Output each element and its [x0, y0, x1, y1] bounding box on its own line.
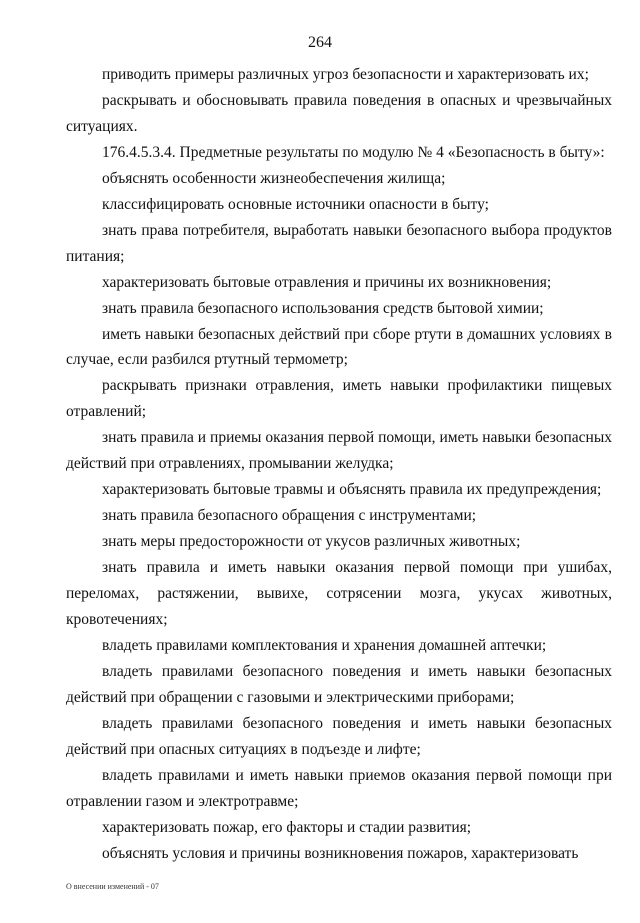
paragraph: знать правила безопасного использования средств бытовой химии; — [102, 299, 544, 317]
paragraph: характеризовать пожар, его факторы и стадии развития; — [102, 818, 472, 836]
paragraph: знать правила и приемы оказания первой помощи, иметь навыки безопасных действий при отравлениях, промывании желудка; — [66, 429, 612, 473]
section-heading: 176.4.5.3.4. Предметные результаты по модулю № 4 «Безопасность в быту»: — [102, 143, 605, 161]
paragraph: объяснять особенности жизнеобеспечения жилища; — [102, 169, 446, 187]
paragraph: знать права потребителя, выработать навыки безопасного выбора продуктов питания; — [66, 221, 612, 265]
paragraph: владеть правилами безопасного поведения и иметь навыки безопасных действий при опасных ситуациях в подъезде и лифте; — [66, 714, 612, 758]
paragraph: приводить примеры различных угроз безопасности и характеризовать их; — [102, 66, 589, 83]
document-body — [66, 62, 612, 867]
footer-note: О внесении изменений - 07 — [66, 882, 159, 891]
paragraph: знать правила безопасного обращения с инструментами; — [102, 507, 477, 525]
paragraph: владеть правилами комплектования и хранения домашней аптечки; — [102, 636, 547, 654]
paragraph: раскрывать и обосновывать правила поведения в опасных и чрезвычайных ситуациях. — [66, 91, 612, 135]
paragraph: знать меры предосторожности от укусов различных животных; — [102, 533, 521, 551]
paragraph: знать правила и иметь навыки оказания первой помощи при ушибах, переломах, растяжении, вывихе, сотрясении мозга, укусах животных, кровотечениях; — [66, 559, 612, 629]
page-number: 264 — [308, 34, 332, 51]
paragraph: характеризовать бытовые отравления и причины их возникновения; — [102, 273, 552, 291]
paragraph: владеть правилами и иметь навыки приемов оказания первой помощи при отравлении газом и электротравме; — [66, 766, 612, 810]
paragraph: характеризовать бытовые травмы и объяснять правила их предупреждения; — [102, 481, 602, 499]
paragraph: классифицировать основные источники опасности в быту; — [102, 195, 489, 213]
paragraph: владеть правилами безопасного поведения и иметь навыки безопасных действий при обращении с газовыми и электрическими приборами; — [66, 662, 612, 706]
paragraph: раскрывать признаки отравления, иметь навыки профилактики пищевых отравлений; — [66, 377, 612, 421]
paragraph: объяснять условия и причины возникновения пожаров, характеризовать — [102, 844, 579, 862]
paragraph: иметь навыки безопасных действий при сборе ртути в домашних условиях в случае, если разбился ртутный термометр; — [66, 325, 612, 369]
